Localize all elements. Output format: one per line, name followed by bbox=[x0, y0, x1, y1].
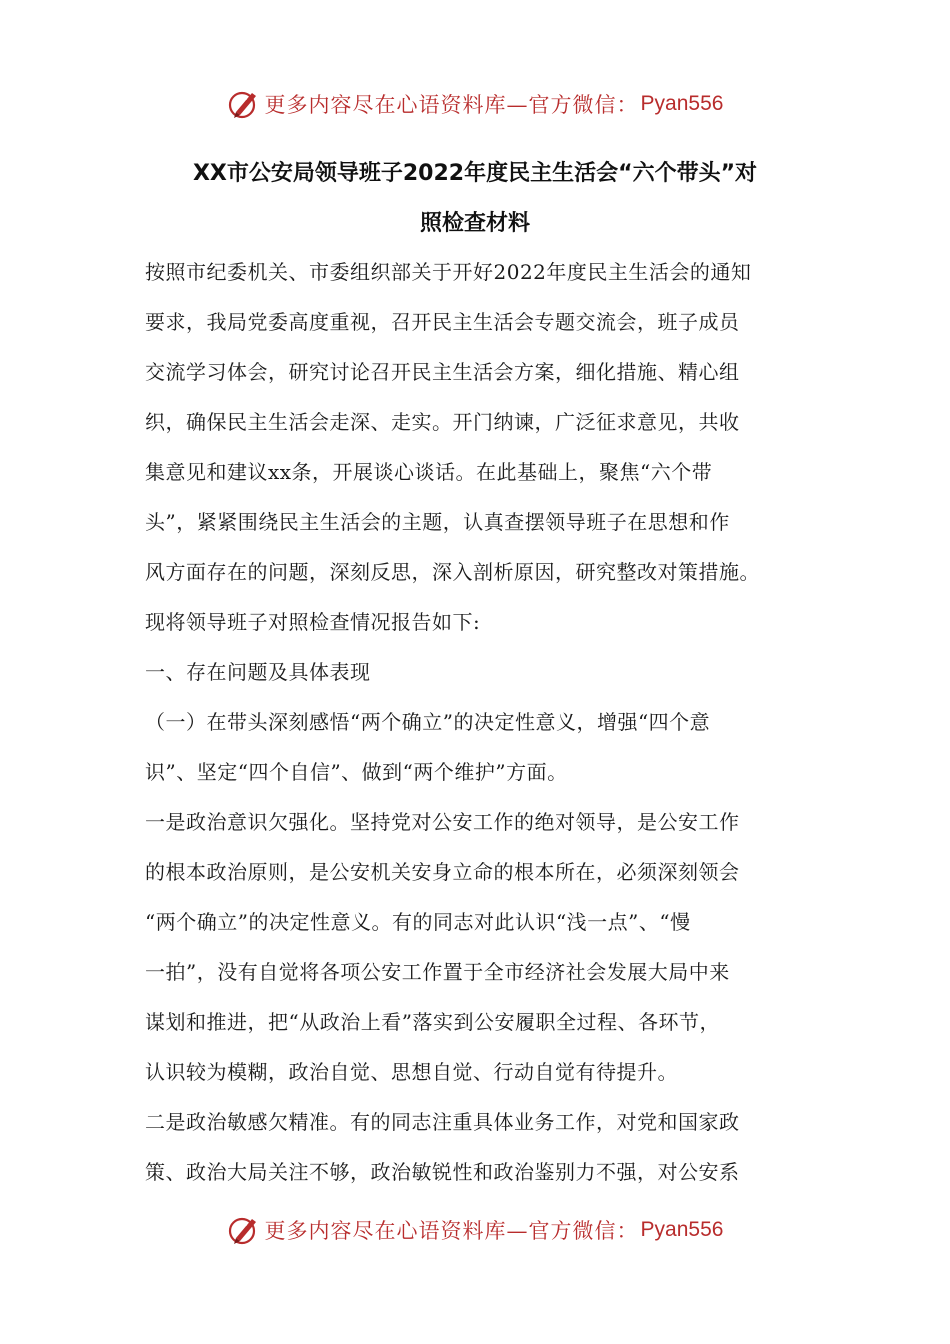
pen-logo-icon bbox=[227, 1213, 261, 1247]
banner-wechat-handle: Pyan556 bbox=[640, 1218, 724, 1241]
subsection-heading: 识”、坚定“四个自信”、做到“两个维护”方面。 bbox=[145, 760, 568, 784]
body-line: 谋划和推进，把“从政治上看”落实到公安履职全过程、各环节， bbox=[145, 1010, 720, 1034]
body-line: 风方面存在的问题，深刻反思，深入剖析原因，研究整改对策措施。 bbox=[145, 560, 760, 584]
banner-text: 更多内容尽在心语资料库—官方微信： bbox=[264, 93, 639, 117]
body-line: 按照市纪委机关、市委组织部关于开好2022年度民主生活会的通知 bbox=[145, 260, 752, 284]
body-line: 认识较为模糊，政治自觉、思想自觉、行动自觉有待提升。 bbox=[145, 1060, 678, 1084]
body-line: 二是政治敏感欠精准。有的同志注重具体业务工作，对党和国家政 bbox=[145, 1110, 740, 1134]
body-line: 的根本政治原则，是公安机关安身立命的根本所在，必须深刻领会 bbox=[145, 860, 740, 884]
body-line: 集意见和建议xx条，开展谈心谈话。在此基础上，聚焦“六个带 bbox=[145, 460, 713, 484]
document-title-line-2: 照检查材料 bbox=[419, 211, 530, 236]
header-watermark-banner bbox=[0, 82, 950, 126]
body-line: 一拍”，没有自觉将各项公安工作置于全市经济社会发展大局中来 bbox=[145, 960, 730, 984]
body-line: 一是政治意识欠强化。坚持党对公安工作的绝对领导，是公安工作 bbox=[145, 810, 740, 834]
body-line: 织，确保民主生活会走深、走实。开门纳谏，广泛征求意见，共收 bbox=[145, 410, 740, 434]
pen-logo-icon bbox=[227, 87, 261, 121]
subsection-heading: （一）在带头深刻感悟“两个确立”的决定性意义，增强“四个意 bbox=[145, 710, 711, 734]
body-line: 交流学习体会，研究讨论召开民主生活会方案，细化措施、精心组 bbox=[145, 360, 740, 384]
body-line: 要求，我局党委高度重视，召开民主生活会专题交流会，班子成员 bbox=[145, 310, 740, 334]
footer-watermark-banner bbox=[0, 1208, 950, 1252]
body-line: 现将领导班子对照检查情况报告如下: bbox=[145, 610, 481, 634]
body-line: 头”，紧紧围绕民主生活会的主题，认真查摆领导班子在思想和作 bbox=[145, 510, 730, 534]
banner-wechat-handle: Pyan556 bbox=[640, 92, 724, 115]
document-title-line-1: XX市公安局领导班子2022年度民主生活会“六个带头”对 bbox=[192, 161, 758, 186]
section-heading: 一、存在问题及具体表现 bbox=[145, 660, 371, 684]
body-line: 策、政治大局关注不够，政治敏锐性和政治鉴别力不强，对公安系 bbox=[145, 1160, 740, 1184]
body-line: “两个确立”的决定性意义。有的同志对此认识“浅一点”、“慢 bbox=[145, 910, 691, 934]
banner-text: 更多内容尽在心语资料库—官方微信： bbox=[264, 1219, 639, 1243]
